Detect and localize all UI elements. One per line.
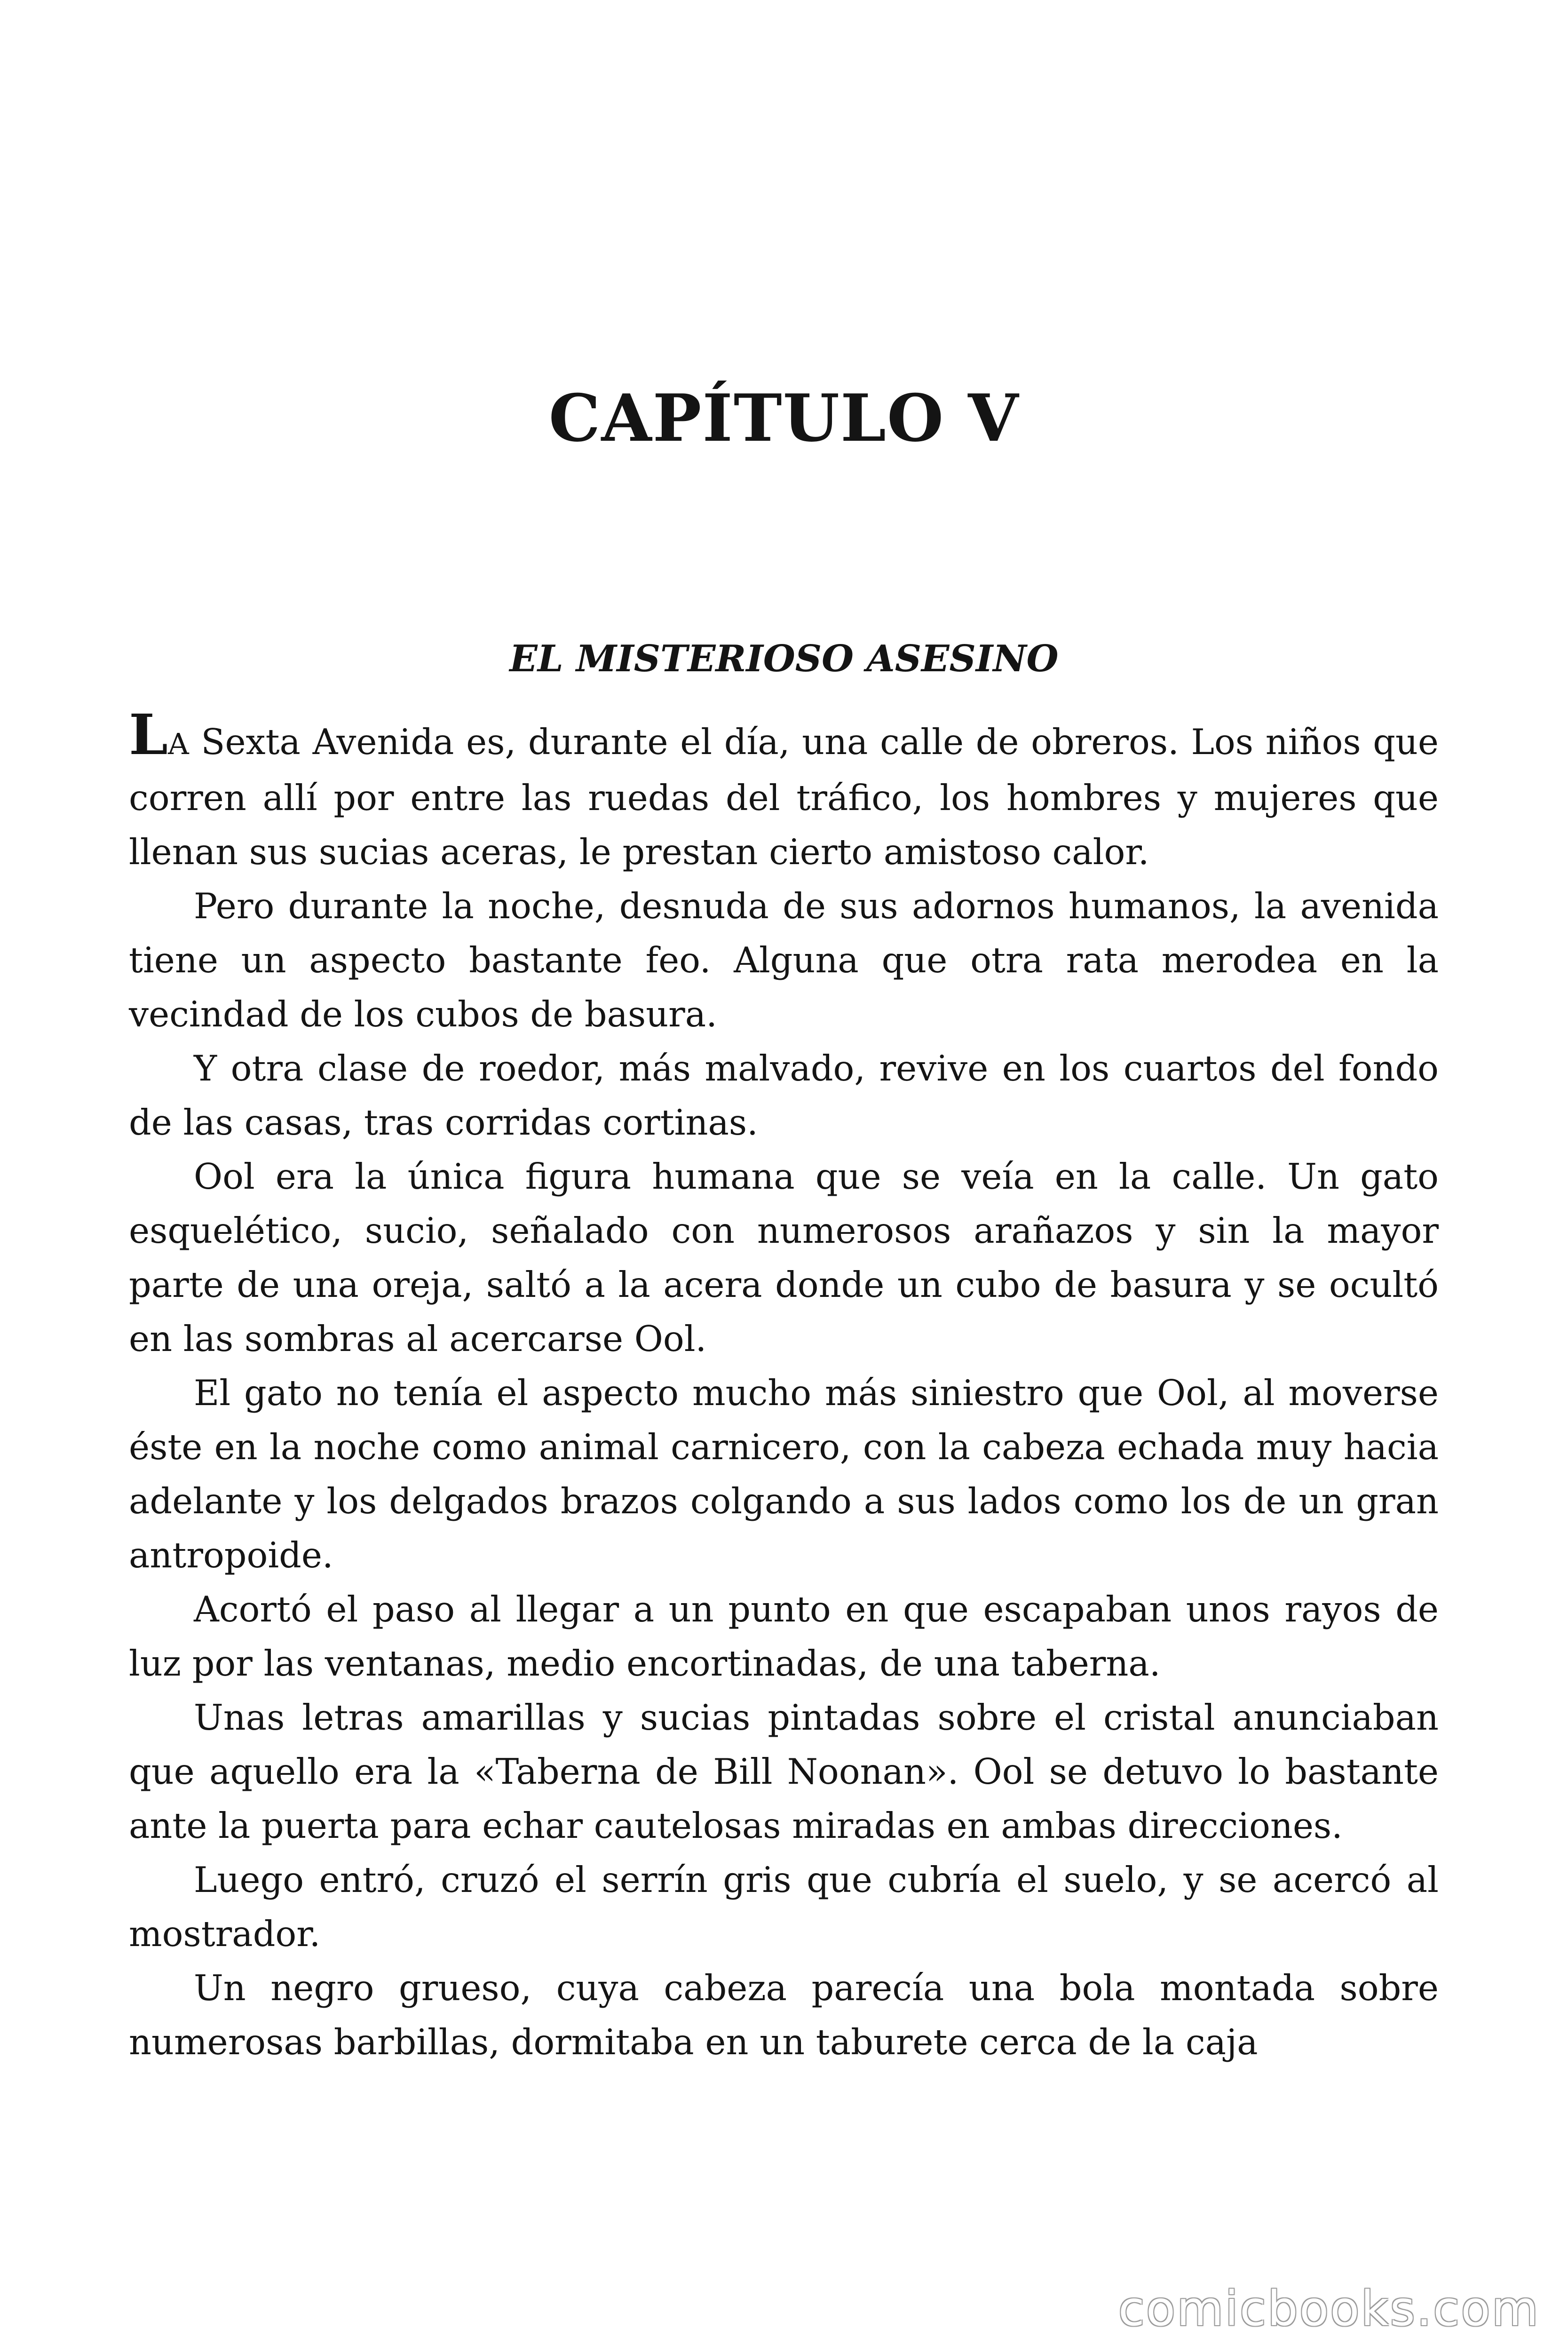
watermark: comicbooks.com [1118,2281,1540,2337]
chapter-subtitle: EL MISTERIOSO ASESINO [509,637,1059,680]
paragraph-9: Un negro grueso, cuya cabeza parecía una bola montada sobre numerosas barbillas, dormitaba en un taburete cerca de la caja [129,1968,1439,2063]
paragraph-8: Luego entró, cruzó el serrín gris que cubría el suelo, y se acercó al mostrador. [129,1859,1439,1955]
paragraph-1 [129,702,1439,879]
chapter-title: CAPÍTULO V [548,380,1020,456]
small-cap-letter: A [167,727,189,761]
paragraph-4: Ool era la única figura humana que se veía en la calle. Un gato esquelético, sucio, señalado con numerosos arañazos y sin la mayor parte de una oreja, saltó a la acera donde un cubo de basura y se ocultó en las sombras al acercarse Ool. [129,1156,1439,1359]
paragraph-7: Unas letras amarillas y sucias pintadas sobre el cristal anunciaban que aquello era la «Taberna de Bill Noonan». Ool se detuvo lo bastante ante la puerta para echar cautelosas miradas en ambas direcciones. [129,1697,1439,1846]
drop-cap: L [129,702,168,767]
chapter-body [129,702,1439,2069]
paragraph-1-text: Sexta Avenida es, durante el día, una calle de obreros. Los niños que corren allí por entre las ruedas del tráfico, los hombres y mujeres que llenan sus sucias aceras, le prestan cierto amistoso calor. [129,722,1439,873]
paragraph-2: Pero durante la noche, desnuda de sus adornos humanos, la avenida tiene un aspecto bastante feo. Alguna que otra rata merodea en la vecindad de los cubos de basura. [129,886,1439,1035]
paragraph-6: Acortó el paso al llegar a un punto en que escapaban unos rayos de luz por las ventanas, medio encortinadas, de una taberna. [129,1589,1439,1684]
paragraph-3: Y otra clase de roedor, más malvado, revive en los cuartos del fondo de las casas, tras corridas cortinas. [129,1048,1439,1143]
paragraph-5: El gato no tenía el aspecto mucho más siniestro que Ool, al moverse éste en la noche como animal carnicero, con la cabeza echada muy hacia adelante y los delgados brazos colgando a sus lados como los de un gran antropoide. [129,1373,1439,1576]
